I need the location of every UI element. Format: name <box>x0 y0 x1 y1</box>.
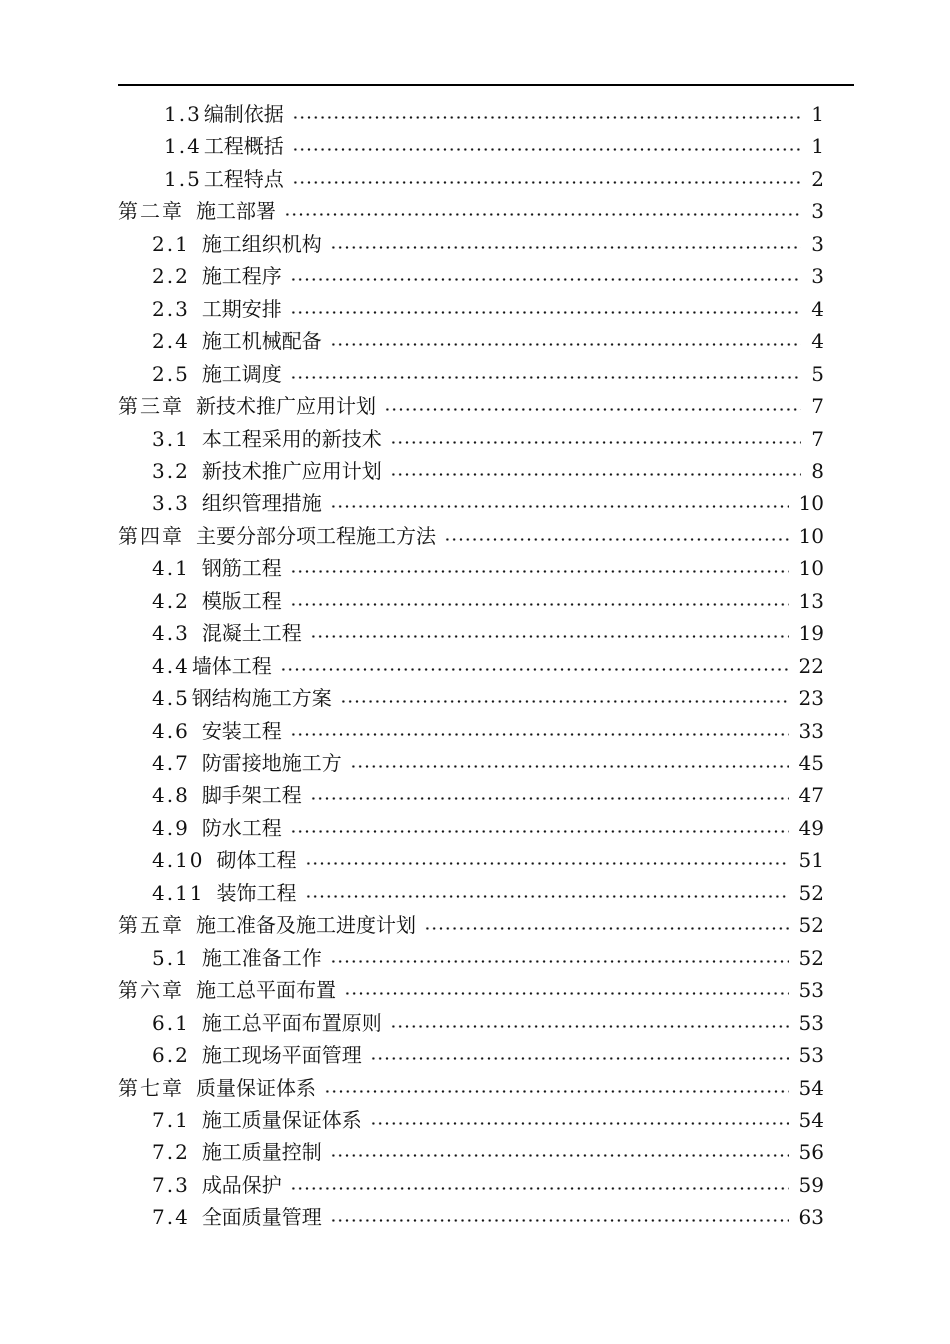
toc-entry-page: 4 <box>811 296 824 321</box>
toc-entry-title: 主要分部分项工程施工方法 <box>196 523 436 548</box>
toc-entry[interactable] <box>0 748 950 778</box>
toc-entry-number: 1.3 <box>164 102 202 126</box>
toc-leader-dots <box>284 196 801 226</box>
toc-leader-dots <box>280 651 789 681</box>
toc-entry-number: 6.1 <box>152 1010 190 1035</box>
toc-entry-page: 59 <box>798 1172 824 1197</box>
toc-entry[interactable] <box>0 456 950 486</box>
toc-entry-page: 4 <box>811 329 824 354</box>
toc-entry-page: 23 <box>798 686 824 711</box>
toc-entry-page: 10 <box>798 491 824 516</box>
toc-entry-number: 4.7 <box>152 751 190 775</box>
toc-leader-dots <box>330 1202 789 1232</box>
toc-entry-number: 4.5 <box>152 686 190 711</box>
toc-entry-page: 54 <box>798 1107 824 1132</box>
toc-entry-title: 模版工程 <box>201 588 282 613</box>
toc-leader-dots <box>424 910 789 940</box>
toc-entry-title: 编制依据 <box>203 102 284 126</box>
toc-entry-title: 施工程序 <box>201 264 282 289</box>
toc-leader-dots <box>310 780 789 810</box>
toc-entry-title: 脚手架工程 <box>201 783 302 808</box>
toc-entry[interactable] <box>0 553 950 583</box>
toc-entry-title: 施工总平面布置 <box>196 978 336 1003</box>
toc-entry[interactable] <box>0 521 950 551</box>
toc-entry[interactable] <box>0 229 950 259</box>
toc-entry-page: 54 <box>798 1075 824 1100</box>
toc-entry[interactable] <box>0 261 950 291</box>
toc-entry-number: 1.5 <box>164 166 202 191</box>
toc-leader-dots <box>390 424 801 454</box>
toc-entry-page: 10 <box>798 556 824 581</box>
toc-entry-title: 施工现场平面管理 <box>201 1043 362 1068</box>
toc-entry[interactable] <box>0 618 950 648</box>
toc-leader-dots <box>290 586 789 616</box>
toc-entry-number: 6.2 <box>152 1043 190 1068</box>
toc-entry-number: 3.3 <box>152 491 190 516</box>
toc-entry[interactable] <box>0 1008 950 1038</box>
toc-entry[interactable] <box>0 780 950 810</box>
toc-entry-title: 新技术推广应用计划 <box>196 394 376 419</box>
toc-entry-title: 防水工程 <box>201 815 282 840</box>
toc-entry-page: 3 <box>811 264 824 289</box>
toc-entry[interactable] <box>0 1202 950 1232</box>
toc-entry-number: 4.1 <box>152 556 190 581</box>
toc-entry-title: 施工质量保证体系 <box>201 1107 362 1132</box>
toc-leader-dots <box>384 391 801 421</box>
toc-entry-number: 5.1 <box>152 945 190 970</box>
toc-entry-page: 1 <box>811 102 824 126</box>
toc-entry-number: 4.4 <box>152 653 190 678</box>
toc-entry-page: 49 <box>798 815 824 840</box>
toc-entry[interactable] <box>0 424 950 454</box>
toc-entry-page: 52 <box>798 913 824 938</box>
toc-entry-page: 1 <box>811 134 824 159</box>
toc-entry-number: 4.10 <box>152 848 205 873</box>
toc-entry-title: 施工准备及施工进度计划 <box>196 913 416 938</box>
toc-entry[interactable] <box>0 1170 950 1200</box>
toc-entry-title: 质量保证体系 <box>196 1075 316 1100</box>
toc-entry[interactable] <box>0 1105 950 1135</box>
toc-entry-number: 第四章 <box>118 523 184 548</box>
toc-leader-dots <box>330 943 789 973</box>
toc-entry-number: 4.2 <box>152 588 190 613</box>
toc-entry-title: 施工总平面布置原则 <box>201 1010 382 1035</box>
toc-entry[interactable] <box>0 975 950 1005</box>
toc-entry-number: 3.2 <box>152 458 190 483</box>
toc-entry-number: 4.11 <box>152 880 205 905</box>
toc-entry-number: 4.9 <box>152 815 190 840</box>
toc-leader-dots <box>344 975 789 1005</box>
toc-entry-title: 钢筋工程 <box>201 556 282 581</box>
toc-entry[interactable] <box>0 910 950 940</box>
toc-entry-title: 新技术推广应用计划 <box>201 458 382 483</box>
toc-entry[interactable] <box>0 196 950 226</box>
toc-entry-number: 1.4 <box>164 134 202 159</box>
toc-entry[interactable] <box>0 1073 950 1103</box>
toc-entry-number: 4.6 <box>152 718 190 743</box>
toc-entry-page: 3 <box>811 231 824 256</box>
toc-entry-page: 2 <box>811 166 824 191</box>
toc-entry[interactable] <box>0 326 950 356</box>
toc-leader-dots <box>330 326 801 356</box>
toc-entry[interactable] <box>0 131 950 161</box>
toc-leader-dots <box>292 131 801 161</box>
toc-entry-number: 7.3 <box>152 1172 190 1197</box>
toc-leader-dots <box>305 845 789 875</box>
toc-entry-page: 53 <box>798 978 824 1003</box>
toc-leader-dots <box>290 261 801 291</box>
toc-entry-page: 47 <box>798 783 824 808</box>
toc-entry[interactable] <box>0 716 950 746</box>
toc-entry-page: 19 <box>798 621 824 646</box>
toc-entry-page: 53 <box>798 1010 824 1035</box>
toc-entry-page: 33 <box>798 718 824 743</box>
toc-leader-dots <box>290 359 801 389</box>
toc-entry-title: 施工调度 <box>201 361 282 386</box>
toc-entry-page: 22 <box>798 653 824 678</box>
toc-entry-title: 组织管理措施 <box>201 491 322 516</box>
toc-entry-number: 2.2 <box>152 264 190 289</box>
toc-leader-dots <box>290 813 789 843</box>
toc-leader-dots <box>444 521 789 551</box>
toc-entry-title: 装饰工程 <box>216 880 297 905</box>
toc-entry-page: 45 <box>798 751 824 775</box>
toc-entry[interactable] <box>0 586 950 616</box>
toc-entry-page: 13 <box>798 588 824 613</box>
toc-entry[interactable] <box>0 1040 950 1070</box>
toc-entry-title: 施工机械配备 <box>201 329 322 354</box>
toc-entry[interactable] <box>0 943 950 973</box>
toc-entry[interactable] <box>0 1137 950 1167</box>
toc-entry-title: 施工组织机构 <box>201 231 322 256</box>
toc-entry[interactable] <box>0 683 950 713</box>
toc-entry-number: 2.1 <box>152 231 190 256</box>
toc-leader-dots <box>290 1170 789 1200</box>
toc-leader-dots <box>330 1137 789 1167</box>
toc-entry[interactable] <box>0 845 950 875</box>
toc-entry-page: 52 <box>798 945 824 970</box>
toc-entry-number: 第六章 <box>118 978 184 1003</box>
toc-entry-number: 第三章 <box>118 394 184 419</box>
toc-entry-title: 本工程采用的新技术 <box>201 426 382 451</box>
toc-entry-number: 2.3 <box>152 296 190 321</box>
toc-entry-number: 2.5 <box>152 361 190 386</box>
toc-entry-title: 工程概括 <box>203 134 284 159</box>
toc-entry-title: 钢结构施工方案 <box>191 686 332 711</box>
toc-entry-number: 第七章 <box>118 1075 184 1100</box>
toc-entry-number: 7.1 <box>152 1107 190 1132</box>
toc-leader-dots <box>370 1105 789 1135</box>
toc-leader-dots <box>390 1008 789 1038</box>
toc-entry[interactable] <box>0 294 950 324</box>
toc-entry[interactable] <box>0 878 950 908</box>
toc-leader-dots <box>310 618 789 648</box>
toc-entry-number: 2.4 <box>152 329 190 354</box>
toc-entry-page: 5 <box>811 361 824 386</box>
toc-leader-dots <box>290 294 801 324</box>
toc-entry-page: 53 <box>798 1043 824 1068</box>
toc-leader-dots <box>292 99 801 129</box>
toc-entry-number: 7.4 <box>152 1205 190 1230</box>
toc-entry-title: 墙体工程 <box>191 653 272 678</box>
toc-entry-title: 全面质量管理 <box>201 1205 322 1230</box>
toc-leader-dots <box>305 878 789 908</box>
toc-entry-number: 第五章 <box>118 913 184 938</box>
toc-leader-dots <box>390 456 801 486</box>
toc-entry-page: 10 <box>798 523 824 548</box>
toc-entry-title: 施工准备工作 <box>201 945 322 970</box>
toc-leader-dots <box>330 488 789 518</box>
toc-leader-dots <box>292 164 801 194</box>
toc-entry[interactable] <box>0 813 950 843</box>
toc-entry[interactable] <box>0 651 950 681</box>
toc-entry-title: 工期安排 <box>201 296 282 321</box>
toc-leader-dots <box>290 716 789 746</box>
toc-entry[interactable] <box>0 391 950 421</box>
toc-entry-page: 51 <box>798 848 824 873</box>
toc-entry-page: 7 <box>811 394 824 419</box>
toc-leader-dots <box>290 553 789 583</box>
toc-entry-title: 施工质量控制 <box>201 1140 322 1165</box>
toc-entry-page: 63 <box>798 1205 824 1230</box>
toc-entry-number: 4.3 <box>152 621 190 646</box>
toc-entry-page: 3 <box>811 199 824 224</box>
toc-entry-title: 安装工程 <box>201 718 282 743</box>
toc-leader-dots <box>350 748 789 778</box>
toc-entry-page: 8 <box>811 458 824 483</box>
toc-entry-number: 4.8 <box>152 783 190 808</box>
toc-leader-dots <box>330 229 801 259</box>
toc-entry-page: 7 <box>811 426 824 451</box>
toc-entry-title: 砌体工程 <box>216 848 297 873</box>
toc-entry-number: 3.1 <box>152 426 190 451</box>
toc-entry-page: 52 <box>798 880 824 905</box>
toc-entry[interactable] <box>0 99 950 129</box>
toc-entry-title: 工程特点 <box>203 166 284 191</box>
toc-entry-title: 施工部署 <box>196 199 276 224</box>
toc-entry[interactable] <box>0 488 950 518</box>
toc-entry-number: 7.2 <box>152 1140 190 1165</box>
toc-entry-page: 56 <box>798 1140 824 1165</box>
toc-entry-title: 混凝土工程 <box>201 621 302 646</box>
toc-leader-dots <box>324 1073 789 1103</box>
toc-leader-dots <box>340 683 789 713</box>
toc-entry[interactable] <box>0 359 950 389</box>
toc-entry-title: 成品保护 <box>201 1172 282 1197</box>
toc-entry[interactable] <box>0 164 950 194</box>
toc-entry-number: 第二章 <box>118 199 184 224</box>
toc-leader-dots <box>370 1040 789 1070</box>
toc-entry-title: 防雷接地施工方 <box>201 751 342 775</box>
